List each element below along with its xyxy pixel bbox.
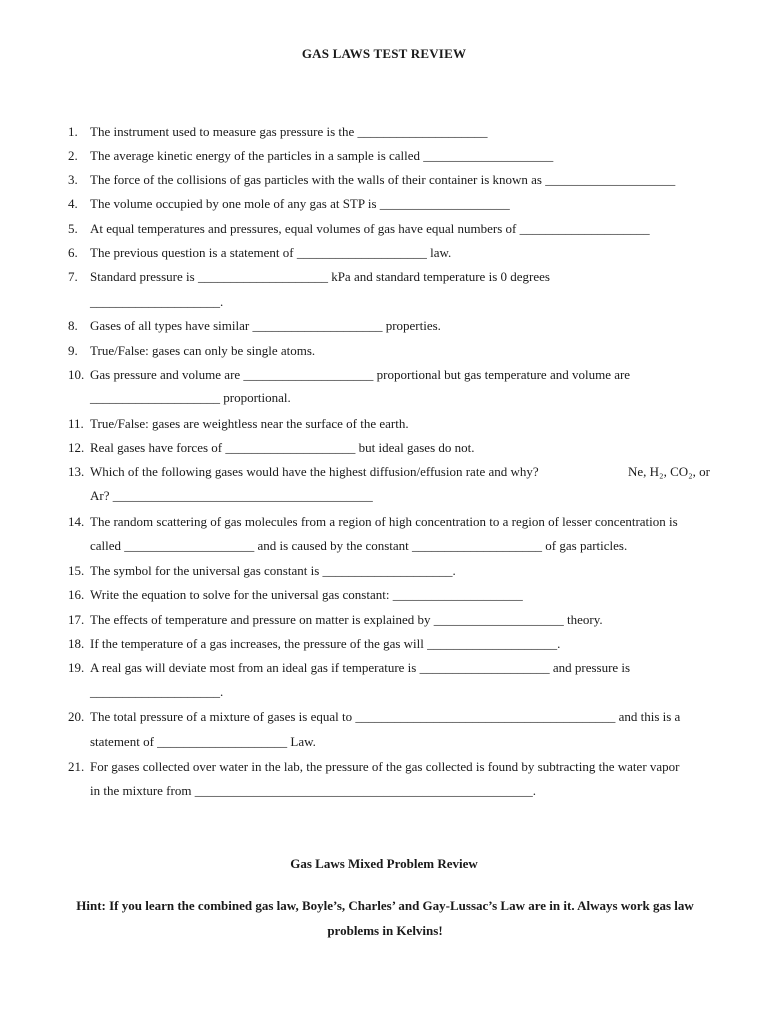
question-number: 21. xyxy=(68,759,85,774)
question-text: The instrument used to measure gas pressure is the ____________________ xyxy=(90,124,488,139)
question-number: 12. xyxy=(68,440,85,455)
question-text: Which of the following gases would have the highest diffusion/effusion rate and why? xyxy=(90,464,539,479)
question-number: 7. xyxy=(68,269,78,284)
hint-paragraph xyxy=(50,893,720,943)
question-number: 19. xyxy=(68,660,85,675)
question-text: Write the equation to solve for the universal gas constant: ____________________ xyxy=(90,587,523,602)
question-text: True/False: gases are weightless near the surface of the earth. xyxy=(90,416,409,431)
question-text-continued: ____________________. xyxy=(90,684,224,699)
question-number: 4. xyxy=(68,196,78,211)
question-number: 14. xyxy=(68,514,85,529)
question-text: Gas pressure and volume are ____________________ proportional but gas temperature and volume are xyxy=(90,367,631,382)
question-text-continued: called ____________________ and is caused by the constant ____________________ of gas particles. xyxy=(90,538,628,553)
question-number: 5. xyxy=(68,221,78,236)
question-number: 18. xyxy=(68,636,85,651)
question-text: The previous question is a statement of ____________________ law. xyxy=(90,245,452,260)
question-text: The random scattering of gas molecules from a region of high concentration to a region of lesser concentration is xyxy=(90,514,678,529)
question-number: 13. xyxy=(68,464,85,479)
question-text-continued: ____________________ proportional. xyxy=(90,390,291,405)
question-number: 1. xyxy=(68,124,78,139)
question-text: Standard pressure is ____________________ kPa and standard temperature is 0 degrees xyxy=(90,269,550,284)
question-number: 15. xyxy=(68,563,85,578)
question-text: True/False: gases can only be single atoms. xyxy=(90,343,316,358)
hint-line: problems in Kelvins! xyxy=(327,923,443,938)
question-number: 9. xyxy=(68,343,78,358)
question-number: 11. xyxy=(68,416,84,431)
question-text: If the temperature of a gas increases, the pressure of the gas will ____________________. xyxy=(90,636,561,651)
question-text: The average kinetic energy of the particles in a sample is called ____________________ xyxy=(90,148,554,163)
question-text: The symbol for the universal gas constant is ____________________. xyxy=(90,563,456,578)
question-text-continued: in the mixture from ____________________________________________________. xyxy=(90,783,536,798)
question-text: The effects of temperature and pressure on matter is explained by ____________________ theory. xyxy=(90,612,603,627)
question-number: 16. xyxy=(68,587,85,602)
hint-line: Hint: If you learn the combined gas law, Boyle’s, Charles’ and Gay-Lussac’s Law are in it. Always work gas law xyxy=(76,898,694,913)
question-text: The volume occupied by one mole of any gas at STP is ____________________ xyxy=(90,196,510,211)
question-text: The force of the collisions of gas particles with the walls of their container is known as ____________________ xyxy=(90,172,676,187)
question-text: For gases collected over water in the lab, the pressure of the gas collected is found by subtracting the water vapor xyxy=(90,759,680,774)
question-text: Gases of all types have similar ____________________ properties. xyxy=(90,318,441,333)
question-text-continued: Ar? ________________________________________ xyxy=(90,488,373,503)
question-number: 3. xyxy=(68,172,78,187)
question-text: At equal temperatures and pressures, equal volumes of gas have equal numbers of ____________________ xyxy=(90,221,650,236)
question-number: 17. xyxy=(68,612,85,627)
question-number: 20. xyxy=(68,709,85,724)
question-text-continued: ____________________. xyxy=(90,294,224,309)
question-number: 2. xyxy=(68,148,78,163)
section-title: Gas Laws Mixed Problem Review xyxy=(290,856,478,871)
question-number: 8. xyxy=(68,318,78,333)
question-number: 10. xyxy=(68,367,85,382)
question-gas-options: Ne, H₂, CO₂, or xyxy=(628,464,710,479)
question-text: Real gases have forces of ____________________ but ideal gases do not. xyxy=(90,440,475,455)
question-text-continued: statement of ____________________ Law. xyxy=(90,734,316,749)
question-text: A real gas will deviate most from an ideal gas if temperature is ____________________ and pressure is xyxy=(90,660,631,675)
question-text: The total pressure of a mixture of gases is equal to ________________________________________ and this is a xyxy=(90,709,681,724)
page-title: GAS LAWS TEST REVIEW xyxy=(301,46,467,61)
question-number: 6. xyxy=(68,245,78,260)
